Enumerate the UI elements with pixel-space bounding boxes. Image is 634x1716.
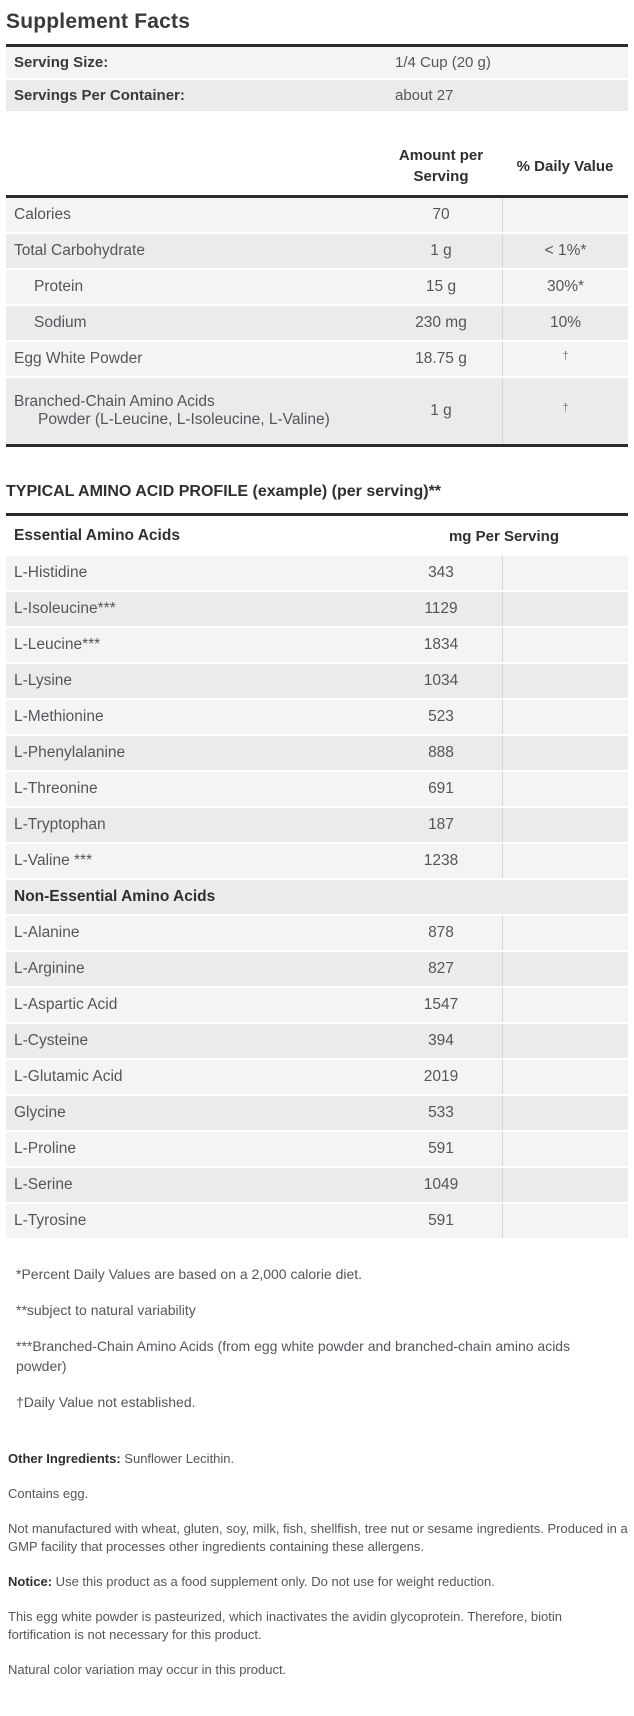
amino-row-empty-cell: [502, 988, 628, 1022]
facts-row: [6, 306, 628, 342]
amino-row-empty-cell: [502, 1168, 628, 1202]
amino-row-name: L-Glutamic Acid: [14, 1068, 123, 1085]
facts-row-label-line2: Powder (L-Leucine, L-Isoleucine, L-Valine): [38, 411, 330, 428]
facts-row-daily-value: [502, 342, 628, 376]
amino-row: [6, 1060, 628, 1096]
essential-amino-acids-header: Essential Amino Acids: [14, 527, 180, 544]
amino-row-value: 1049: [423, 1176, 459, 1193]
amino-row: [6, 916, 628, 952]
mg-per-serving-header: mg Per Serving: [448, 527, 560, 545]
amino-row-empty-cell: [502, 556, 628, 590]
facts-row-label-line1: Total Carbohydrate: [14, 242, 145, 259]
amino-row: [6, 1024, 628, 1060]
facts-row-label: [6, 234, 380, 268]
footnote-bcaa: ***Branched-Chain Amino Acids (from egg white powder and branched-chain amino acids powder): [16, 1338, 571, 1374]
amino-row: [6, 844, 628, 880]
facts-row-amount: 18.75 g: [415, 350, 467, 367]
amino-row-name: L-Histidine: [14, 564, 88, 581]
amino-row-value: 827: [428, 960, 454, 977]
amino-row-name: L-Proline: [14, 1140, 77, 1157]
pasteurization-statement: [8, 1608, 628, 1644]
amino-row-empty-cell: [502, 772, 628, 806]
amino-row-empty-cell: [502, 628, 628, 662]
amino-row-name: L-Cysteine: [14, 1032, 89, 1049]
amino-row-name: L-Arginine: [14, 960, 85, 977]
product-info-section: [6, 1450, 628, 1679]
amino-row-value: 878: [428, 924, 454, 941]
allergen-statement: [8, 1520, 628, 1556]
amino-row-empty-cell: [502, 736, 628, 770]
amino-row: [6, 628, 628, 664]
facts-row-daily-value: [502, 378, 628, 444]
facts-row-label-line1: Egg White Powder: [14, 350, 143, 367]
footnotes-section: [6, 1258, 628, 1412]
amino-row-name: Glycine: [14, 1104, 66, 1121]
facts-row: [6, 378, 628, 444]
amino-row-empty-cell: [502, 808, 628, 842]
footnote-variability: **subject to natural variability: [16, 1302, 196, 1318]
serving-row-label: Servings Per Container:: [14, 87, 185, 104]
amino-row: [6, 1132, 628, 1168]
amino-row-empty-cell: [502, 916, 628, 950]
supplement-facts-table: [6, 135, 628, 447]
other-ingredients-text: Sunflower Lecithin.: [120, 1451, 235, 1466]
amino-row: [6, 1168, 628, 1204]
facts-row-amount: 15 g: [425, 278, 457, 295]
facts-row-label-line1: Calories: [14, 206, 71, 223]
daily-value-header: % Daily Value: [516, 157, 614, 175]
facts-row-daily-value: < 1%*: [502, 234, 628, 268]
footnote-dagger: †Daily Value not established.: [16, 1394, 196, 1410]
serving-row-value: 1/4 Cup (20 g): [395, 54, 491, 71]
amino-row-empty-cell: [502, 1096, 628, 1130]
amino-row-name: L-Threonine: [14, 780, 98, 797]
amino-row-value: 888: [428, 744, 454, 761]
facts-row-daily-value: [502, 198, 628, 232]
amino-row-name: L-Alanine: [14, 924, 80, 941]
other-ingredients-label: Other Ingredients:: [8, 1451, 121, 1466]
amino-row: [6, 772, 628, 808]
amino-row-value: 691: [428, 780, 454, 797]
non-essential-header: Non-Essential Amino Acids: [14, 888, 216, 905]
amino-row-empty-cell: [502, 1060, 628, 1094]
facts-row-label: [6, 378, 380, 444]
amino-row: [6, 808, 628, 844]
dagger-symbol: †: [562, 350, 569, 362]
amino-row-name: L-Isoleucine***: [14, 600, 116, 617]
serving-info-table: [6, 44, 628, 113]
amino-row-name: L-Serine: [14, 1176, 73, 1193]
amino-acid-table: [6, 513, 628, 1240]
facts-row-amount: 1 g: [430, 242, 452, 259]
amino-row-value: 1238: [423, 852, 459, 869]
amino-row: [6, 700, 628, 736]
amino-header-row: [6, 516, 628, 556]
facts-row-daily-value: 30%*: [502, 270, 628, 304]
amino-row-name: L-Tyrosine: [14, 1212, 87, 1229]
amino-row-name: L-Aspartic Acid: [14, 996, 118, 1013]
notice-statement: [8, 1573, 628, 1591]
serving-row: [6, 47, 628, 80]
serving-row-label: Serving Size:: [14, 54, 109, 71]
amount-per-serving-header: Amount per Serving: [398, 147, 484, 185]
amino-row: [6, 556, 628, 592]
amino-profile-heading: TYPICAL AMINO ACID PROFILE (example) (per serving)**: [6, 483, 442, 500]
facts-row-label-line1: Sodium: [34, 314, 87, 331]
amino-row: [6, 1096, 628, 1132]
amino-row-value: 343: [428, 564, 454, 581]
notice-label: Notice:: [8, 1574, 53, 1589]
amino-row-value: 591: [428, 1212, 454, 1229]
notice-text: Use this product as a food supplement only. Do not use for weight reduction.: [52, 1574, 495, 1589]
amino-row: [6, 592, 628, 628]
amino-row-name: L-Valine ***: [14, 852, 93, 869]
amino-row-name: L-Lysine: [14, 672, 73, 689]
contains-statement: [8, 1485, 628, 1503]
facts-row-amount: 70: [432, 206, 450, 223]
non-essential-section-row: [6, 880, 628, 916]
footnote-daily-values: *Percent Daily Values are based on a 2,000 calorie diet.: [16, 1266, 363, 1282]
amino-row-empty-cell: [502, 1132, 628, 1166]
amino-row-empty-cell: [502, 844, 628, 878]
allergen-text: Not manufactured with wheat, gluten, soy, milk, fish, shellfish, tree nut or sesame ingredients. Produced in a GMP facility that processes other ingredients containing these allergens.: [8, 1521, 628, 1554]
amino-table-body: [6, 556, 628, 1240]
contains-text: Contains egg.: [8, 1486, 89, 1501]
amino-row-value: 1129: [424, 600, 458, 617]
facts-row: [6, 342, 628, 378]
facts-table-body: [6, 195, 628, 447]
color-variation-text: Natural color variation may occur in this product.: [8, 1662, 287, 1677]
dagger-symbol: †: [562, 402, 569, 414]
amino-row-value: 591: [428, 1140, 454, 1157]
amino-row-value: 533: [428, 1104, 454, 1121]
amino-row: [6, 952, 628, 988]
facts-row-label: [6, 342, 380, 376]
amino-row-empty-cell: [502, 664, 628, 698]
amino-row: [6, 664, 628, 700]
facts-row-label: [6, 270, 380, 304]
amino-row-value: 394: [428, 1032, 454, 1049]
serving-row-value: about 27: [395, 87, 454, 104]
amino-row-empty-cell: [502, 952, 628, 986]
facts-row-label: [6, 198, 380, 232]
facts-row: [6, 198, 628, 234]
facts-row-label: [6, 306, 380, 340]
amino-row: [6, 1204, 628, 1240]
amino-row-name: L-Tryptophan: [14, 816, 106, 833]
facts-row: [6, 234, 628, 270]
facts-header-row: [6, 135, 628, 195]
amino-row-name: L-Methionine: [14, 708, 104, 725]
page-title: Supplement Facts: [6, 10, 191, 33]
amino-row-value: 187: [428, 816, 454, 833]
amino-row-empty-cell: [502, 1204, 628, 1238]
amino-row-value: 1547: [423, 996, 459, 1013]
pasteurization-text: This egg white powder is pasteurized, which inactivates the avidin glycoprotein. Therefore, biotin fortification is not necessary for this product.: [8, 1609, 563, 1642]
amino-row: [6, 736, 628, 772]
facts-row-daily-value: 10%: [502, 306, 628, 340]
facts-row-amount: 230 mg: [415, 314, 467, 331]
amino-row-empty-cell: [502, 592, 628, 626]
amino-row-value: 2019: [423, 1068, 459, 1085]
facts-row-amount: 1 g: [430, 402, 452, 419]
facts-row-label-line1: Branched-Chain Amino Acids: [14, 393, 215, 410]
amino-row-empty-cell: [502, 1024, 628, 1058]
amino-row-value: 1834: [423, 636, 459, 653]
other-ingredients: [8, 1450, 628, 1468]
facts-row-label-line1: Protein: [34, 278, 84, 295]
amino-row-value: 523: [428, 708, 454, 725]
serving-row: [6, 80, 628, 113]
amino-row-value: 1034: [423, 672, 459, 689]
facts-row: [6, 270, 628, 306]
amino-row-name: L-Phenylalanine: [14, 744, 126, 761]
amino-row-empty-cell: [502, 700, 628, 734]
color-variation-statement: [8, 1661, 628, 1679]
amino-row: [6, 988, 628, 1024]
amino-row-name: L-Leucine***: [14, 636, 101, 653]
